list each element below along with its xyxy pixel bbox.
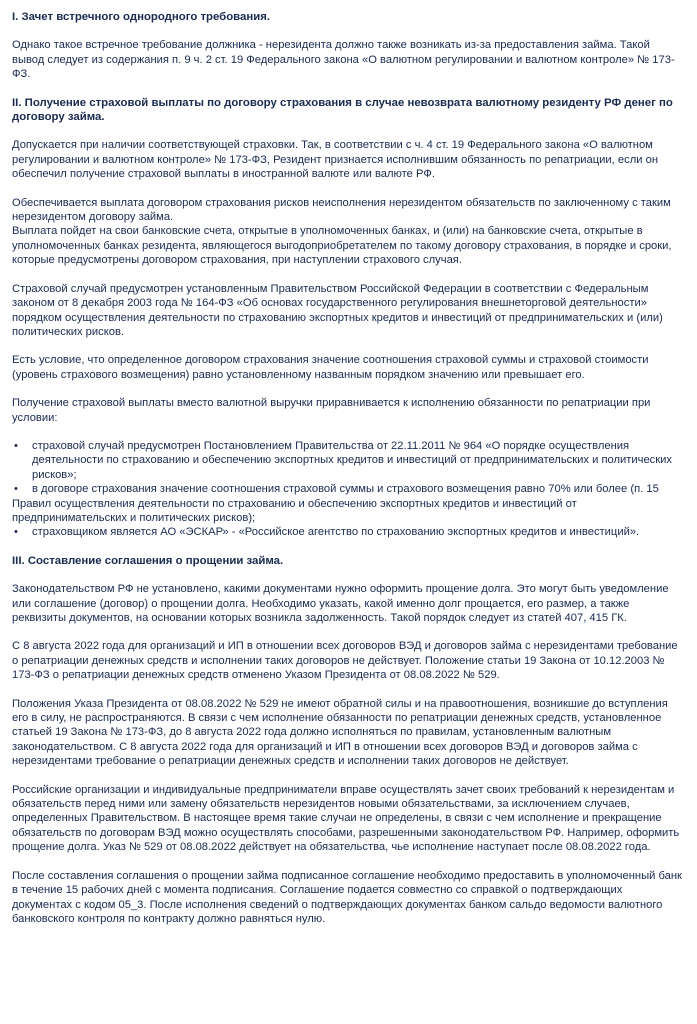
paragraph: Страховой случай предусмотрен установленным Правительством Российской Федерации в соответствии с Федеральным законом от 8 декабря 2003 года № 164-ФЗ «Об основах государственного регулирования внешнеторговой деятельности» порядком осуществления деятельности по страхованию экспортных кредитов и инвестиций от предпринимательских и (или) политических рисков. [12,282,663,338]
section-heading: III. Составление соглашения о прощении займа. [12,554,284,567]
paragraph: Российские организации и индивидуальные предприниматели вправе осуществлять зачет своих требований к нерезидентам и обязательств перед ними или замену обязательств нерезидентов новыми обязательствами, за исключением случаев, определенных Правительством. В настоящее время такие случаи не определены, в связи с чем исполнение и прекращение обязательств по договорам ВЭД можно осуществлять способами, разрешенными законодательством РФ. Например, оформить прощение долга. Указ № 529 от 08.08.2022 действует на обязательства, чье исполнение наступает после 08.08.2022 года. [12,783,680,854]
section-heading: II. Получение страховой выплаты по договору страхования в случае невозврата валютному резиденту РФ денег по договору займа. [12,96,673,124]
paragraph: Выплата пойдет на свои банковские счета, открытые в уполномоченных банках, и (или) на банковские счета, открытые в уполномоченных банках резидента, являющегося выгодоприобретателем по такому договору страхования, в порядке и сроки, которые предусмотрены договором страхования, при наступлении страхового случая. [12,225,672,267]
paragraph: Допускается при наличии соответствующей страховки. Так, в соответствии с ч. 4 ст. 19 Федерального закона «О валютном регулировании и валютном контроле» № 173-ФЗ, Резидент признается исполнившим обязанность по репатриации, если он обеспечил получение страховой выплаты в иностранной валюте или валюте РФ. [12,139,658,181]
section-insurance [12,96,685,540]
list-item: • страховой случай предусмотрен Постановлением Правительства от 22.11.2011 № 964 «О порядке осуществления деятельности по страхованию и обеспечению экспортных кредитов и инвестиций от предпринимательских и политических рисков»; [12,439,685,482]
section-loan-forgiveness [12,554,685,927]
paragraph: Есть условие, что определенное договором страхования значение соотношения страховой суммы и страховой стоимости (уровень страхового возмещения) равно установленному названным порядком значению или превышает его. [12,354,649,381]
paragraph: Положения Указа Президента от 08.08.2022 № 529 не имеют обратной силы и на правоотношения, возникшие до вступления его в силу, не распространяются. В связи с чем исполнение обязанности по репатриации денежных средств, установленное статьей 19 Закона № 173-ФЗ, до 8 августа 2022 года должно исполняться по правилам, установленным валютным законодательством. С 8 августа 2022 года для организаций и ИП в отношении всех договоров ВЭД и договоров займа с нерезидентами требование о репатриации денежных средств и исполнении таких договоров не действует. [12,697,668,768]
list-item: • страховщиком является АО «ЭСКАР» - «Российское агентство по страхованию экспортных кредитов и инвестиций». [12,525,685,539]
paragraph: Обеспечивается выплата договором страхования рисков неисполнения нерезидентом обязательств по заключенному с таким нерезидентом договору займа. [12,196,671,224]
section-heading: I. Зачет встречного однородного требования. [12,11,271,23]
section-offset [12,10,685,82]
conditions-list [12,439,685,540]
paragraph: Законодательством РФ не установлено, какими документами нужно оформить прощение долга. Это могут быть уведомление или соглашение (договор) о прощении долга. Необходимо указать, какой именно долг прощается, его размер, а также реквизиты документов, на основании которых возникла задолженность. Такой порядок следует из статей 407, 415 ГК. [12,583,669,624]
paragraph: С 8 августа 2022 года для организаций и ИП в отношении всех договоров ВЭД и договоров займа с нерезидентами требование о репатриации денежных средств и исполнении таких договоров не действует. Положение статьи 19 Закона от 10.12.2003 № 173-ФЗ о репатриации денежных средств отменено Указом Президента от 08.08.2022 № 529. [12,640,678,682]
list-item: • в договоре страхования значение соотношения страховой суммы и страхового возмещения равно 70% или более (п. 15 Правил осуществления деятельности по страхованию и обеспечению экспортных кредитов и инвестиций от предпринимательских и политических рисков); [12,482,685,525]
paragraph: Получение страховой выплаты вместо валютной выручки приравнивается к исполнению обязанности по репатриации при условии: [12,397,651,424]
paragraph: После составления соглашения о прощении займа подписанное соглашение необходимо предоставить в уполномоченный банк в течение 15 рабочих дней с момента подписания. Соглашение подается совместно со справкой о подтверждающих документах с кодом 05_3. После исполнения сведений о подтверждающих документах банком сальдо ведомости валютного банковского контроля по контракту должно равняться нулю. [12,869,682,925]
paragraph: Однако такое встречное требование должника - нерезидента должно также возникать из-за предоставления займа. Такой вывод следует из содержания п. 9 ч. 2 ст. 19 Федерального закона «О валютном регулировании и валютном контроле» № 173-ФЗ. [12,39,675,81]
